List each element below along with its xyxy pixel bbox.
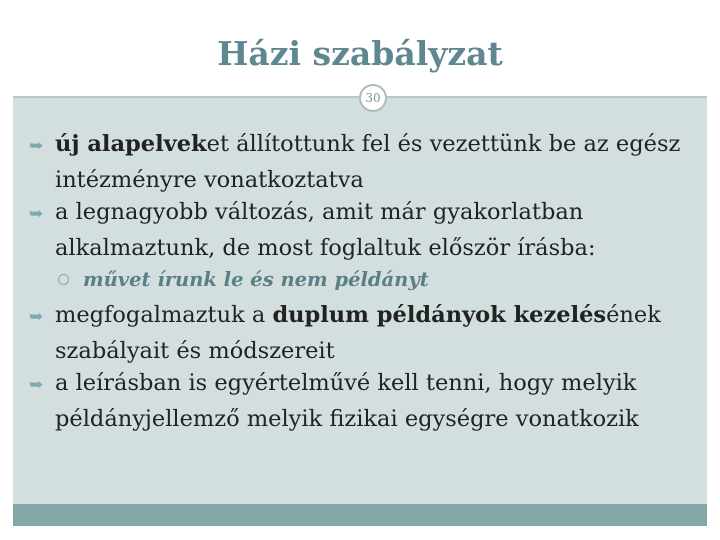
page-number-badge: 30 [359, 84, 387, 112]
bullet-item [29, 195, 715, 265]
curved-arrow-bullet-icon: ➥ [29, 307, 44, 327]
curved-arrow-bullet-icon: ➥ [29, 375, 44, 395]
bullet-emphasis: új alapelvek [55, 131, 207, 157]
bullet-item [29, 298, 715, 368]
bullet-text: a legnagyobb változás, amit már gyakorlatban alkalmaztunk, de most foglaltuk először írásba: [55, 199, 596, 261]
bullet-text: a leírásban is egyértelművé kell tenni, hogy melyik példányjellemző melyik fizikai egységre vonatkozik [55, 370, 639, 432]
bullet-text: et állítottunk fel és vezettünk be az egész intézményre vonatkoztatva [55, 131, 681, 193]
footer-bar [13, 504, 707, 526]
bullet-text: ének szabályait és módszereit [55, 302, 661, 364]
curved-arrow-bullet-icon: ➥ [29, 204, 44, 224]
sub-bullet-item [58, 265, 678, 295]
sub-bullet-text: művet írunk le és nem példányt [83, 268, 429, 291]
bullet-item [29, 366, 715, 436]
hollow-circle-bullet-icon [58, 274, 69, 285]
slide-title: Házi szabályzat [217, 34, 503, 73]
bullet-emphasis: duplum példányok kezelés [272, 302, 607, 328]
bullet-text: megfogalmaztuk a [55, 302, 273, 328]
curved-arrow-bullet-icon: ➥ [29, 136, 44, 156]
bullet-item [29, 127, 715, 197]
